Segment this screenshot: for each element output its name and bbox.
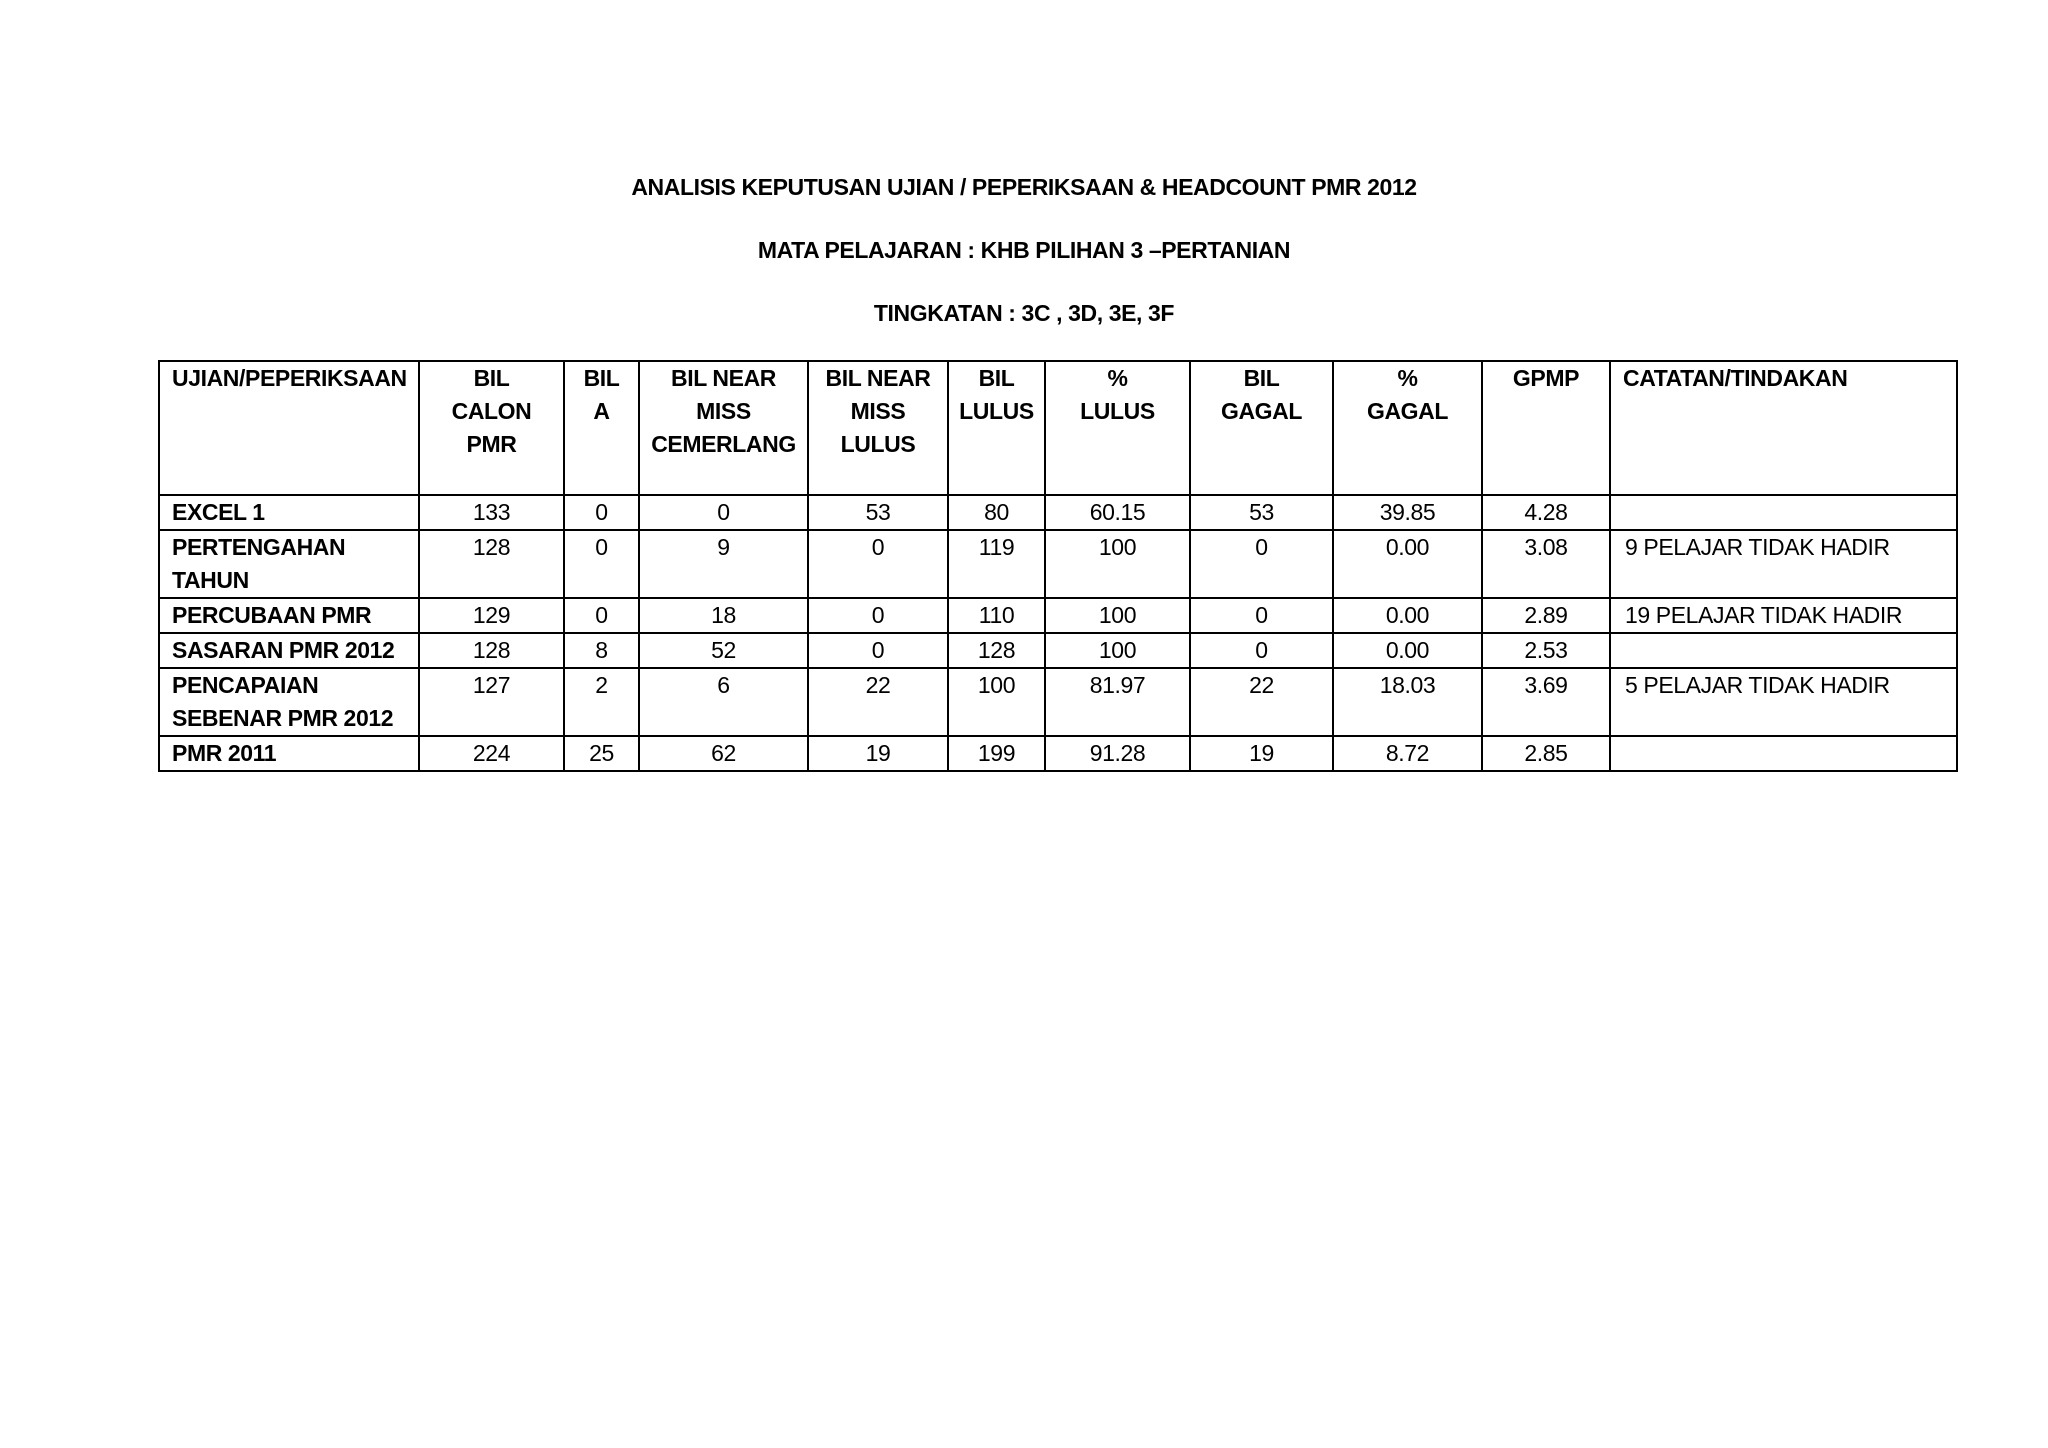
header-line: %: [1397, 365, 1418, 391]
cell-percent-lulus: 100: [1045, 633, 1190, 668]
cell-near-miss-lulus: 0: [808, 530, 948, 598]
cell-catatan: 5 PELAJAR TIDAK HADIR: [1610, 668, 1957, 736]
form-level-heading: TINGKATAN : 3C , 3D, 3E, 3F: [873, 300, 1175, 326]
header-line: GAGAL: [1366, 398, 1449, 424]
cell-percent-gagal: 0.00: [1333, 633, 1482, 668]
cell-bil-lulus: 128: [948, 633, 1045, 668]
header-percent-gagal: [1333, 361, 1482, 495]
table-row: [159, 530, 1957, 598]
cell-exam: [159, 668, 419, 736]
cell-bil-calon: 133: [419, 495, 564, 530]
cell-bil-calon: 128: [419, 633, 564, 668]
cell-bil-a: 0: [564, 598, 639, 633]
cell-catatan: [1610, 736, 1957, 771]
exam-name-line: SEBENAR PMR 2012: [172, 705, 394, 731]
cell-percent-gagal: 8.72: [1333, 736, 1482, 771]
cell-bil-calon: 127: [419, 668, 564, 736]
cell-gpmp: 4.28: [1482, 495, 1610, 530]
header-bil-gagal: [1190, 361, 1333, 495]
header-bil-near-miss-lulus: [808, 361, 948, 495]
cell-near-miss-lulus: 0: [808, 633, 948, 668]
header-bil-calon-pmr: [419, 361, 564, 495]
cell-catatan: [1610, 633, 1957, 668]
cell-percent-lulus: 100: [1045, 598, 1190, 633]
cell-bil-a: 0: [564, 530, 639, 598]
exam-name-line: PENCAPAIAN: [172, 672, 319, 698]
subject-heading: MATA PELAJARAN : KHB PILIHAN 3 –PERTANIAN: [757, 237, 1291, 263]
cell-percent-gagal: 0.00: [1333, 530, 1482, 598]
exam-name-line: SASARAN PMR 2012: [172, 637, 395, 663]
header-line: CEMERLANG: [651, 431, 796, 457]
cell-bil-lulus: 100: [948, 668, 1045, 736]
header-line: CATATAN/TINDAKAN: [1623, 365, 1848, 391]
header-line: BIL NEAR: [671, 365, 776, 391]
cell-bil-calon: 224: [419, 736, 564, 771]
cell-near-miss-cemerlang: 18: [639, 598, 808, 633]
cell-near-miss-lulus: 53: [808, 495, 948, 530]
cell-bil-gagal: 19: [1190, 736, 1333, 771]
header-bil-near-miss-cemerlang: [639, 361, 808, 495]
cell-bil-lulus: 80: [948, 495, 1045, 530]
cell-near-miss-lulus: 22: [808, 668, 948, 736]
cell-bil-gagal: 22: [1190, 668, 1333, 736]
cell-near-miss-cemerlang: 52: [639, 633, 808, 668]
cell-catatan: 19 PELAJAR TIDAK HADIR: [1610, 598, 1957, 633]
cell-percent-lulus: 91.28: [1045, 736, 1190, 771]
cell-gpmp: 2.89: [1482, 598, 1610, 633]
cell-gpmp: 2.53: [1482, 633, 1610, 668]
header-line: A: [593, 398, 610, 424]
exam-name-line: PERTENGAHAN: [172, 534, 346, 560]
cell-exam: [159, 495, 419, 530]
cell-gpmp: 3.69: [1482, 668, 1610, 736]
table-row: [159, 668, 1957, 736]
header-line: BIL NEAR: [825, 365, 931, 391]
header-line: LULUS: [1080, 398, 1155, 424]
cell-bil-gagal: 53: [1190, 495, 1333, 530]
cell-catatan: [1610, 495, 1957, 530]
header-catatan-tindakan: [1610, 361, 1957, 495]
header-line: BIL: [583, 365, 620, 391]
header-line: GAGAL: [1220, 398, 1303, 424]
cell-percent-lulus: 81.97: [1045, 668, 1190, 736]
header-line: MISS: [850, 398, 906, 424]
exam-name-line: EXCEL 1: [172, 499, 265, 525]
header-bil-a: [564, 361, 639, 495]
results-table: [158, 360, 1958, 772]
header-bil-lulus: [948, 361, 1045, 495]
cell-near-miss-cemerlang: 9: [639, 530, 808, 598]
header-line: BIL: [473, 365, 510, 391]
cell-bil-gagal: 0: [1190, 633, 1333, 668]
cell-exam: [159, 598, 419, 633]
table-row: [159, 598, 1957, 633]
exam-name-line: PMR 2011: [172, 740, 277, 766]
cell-gpmp: 2.85: [1482, 736, 1610, 771]
cell-bil-calon: 128: [419, 530, 564, 598]
cell-gpmp: 3.08: [1482, 530, 1610, 598]
cell-percent-gagal: 0.00: [1333, 598, 1482, 633]
header-line: BIL: [1243, 365, 1280, 391]
cell-bil-a: 2: [564, 668, 639, 736]
exam-name-line: PERCUBAAN PMR: [172, 602, 372, 628]
cell-bil-gagal: 0: [1190, 530, 1333, 598]
cell-percent-gagal: 39.85: [1333, 495, 1482, 530]
cell-bil-a: 0: [564, 495, 639, 530]
table-row: [159, 633, 1957, 668]
header-percent-lulus: [1045, 361, 1190, 495]
header-line: %: [1107, 365, 1128, 391]
cell-percent-gagal: 18.03: [1333, 668, 1482, 736]
header-line: PMR: [466, 431, 517, 457]
cell-bil-calon: 129: [419, 598, 564, 633]
header-line: GPMP: [1512, 365, 1580, 391]
cell-bil-a: 8: [564, 633, 639, 668]
cell-near-miss-cemerlang: 0: [639, 495, 808, 530]
cell-near-miss-lulus: 0: [808, 598, 948, 633]
cell-bil-a: 25: [564, 736, 639, 771]
cell-bil-lulus: 199: [948, 736, 1045, 771]
document-title: ANALISIS KEPUTUSAN UJIAN / PEPERIKSAAN & HEADCOUNT PMR 2012: [631, 174, 1417, 200]
cell-exam: [159, 736, 419, 771]
cell-catatan: 9 PELAJAR TIDAK HADIR: [1610, 530, 1957, 598]
header-gpmp: [1482, 361, 1610, 495]
header-line: LULUS: [959, 398, 1034, 424]
cell-near-miss-cemerlang: 6: [639, 668, 808, 736]
cell-bil-gagal: 0: [1190, 598, 1333, 633]
table-row: [159, 736, 1957, 771]
cell-exam: [159, 530, 419, 598]
header-line: CALON: [451, 398, 532, 424]
header-line: BIL: [978, 365, 1015, 391]
cell-near-miss-lulus: 19: [808, 736, 948, 771]
cell-percent-lulus: 60.15: [1045, 495, 1190, 530]
cell-exam: [159, 633, 419, 668]
exam-name-line: TAHUN: [172, 567, 249, 593]
cell-bil-lulus: 119: [948, 530, 1045, 598]
cell-bil-lulus: 110: [948, 598, 1045, 633]
header-row: [159, 361, 1957, 495]
header-line: MISS: [696, 398, 751, 424]
table-row: [159, 495, 1957, 530]
header-line: UJIAN/PEPERIKSAAN: [172, 365, 407, 391]
header-line: LULUS: [840, 431, 916, 457]
cell-percent-lulus: 100: [1045, 530, 1190, 598]
header-ujian-peperiksaan: [159, 361, 419, 495]
cell-near-miss-cemerlang: 62: [639, 736, 808, 771]
